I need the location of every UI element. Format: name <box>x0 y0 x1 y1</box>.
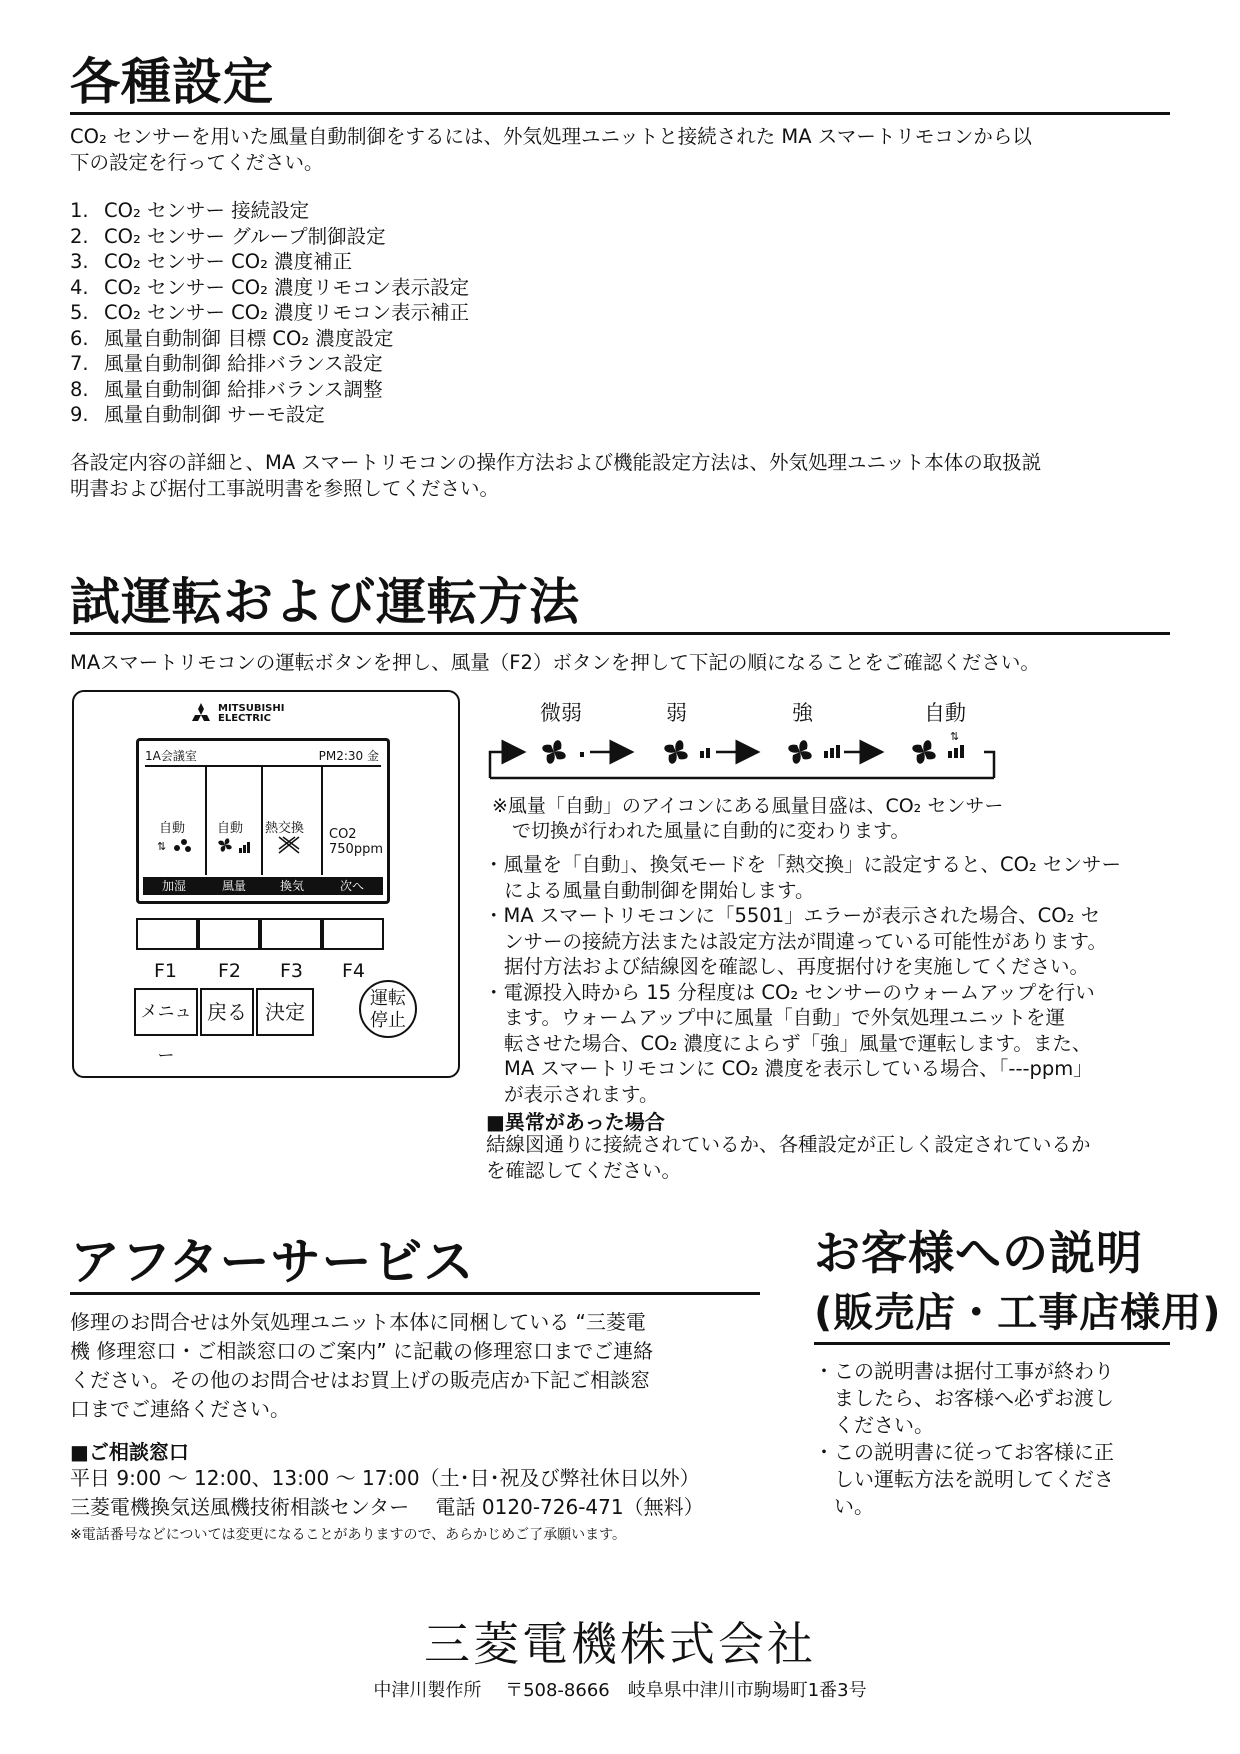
settings-item-num: 7. <box>70 352 89 375</box>
after-service-text <box>70 1308 653 1424</box>
consult-info <box>70 1464 704 1522</box>
bullet-line: が表示されます。 <box>504 1082 659 1106</box>
settings-item-4 <box>70 275 469 301</box>
abnormal-text <box>486 1132 1091 1183</box>
settings-item-text: CO₂ センサー 接続設定 <box>104 199 310 222</box>
tab-next: 次へ <box>339 879 364 893</box>
settings-item-num: 9. <box>70 403 89 426</box>
clock-display: PM2:30 金 <box>318 749 379 763</box>
trial-bullets <box>484 852 1184 1107</box>
trial-intro: MAスマートリモコンの運転ボタンを押し、風量（F2）ボタンを押して下記の順になることをご確認ください。 <box>70 651 1040 674</box>
bullet-line: ます。ウォームアップ中に風量「自動」で外気処理ユニットを運 <box>504 1006 1066 1029</box>
settings-item-3 <box>70 249 469 275</box>
settings-item-num: 2. <box>70 224 89 248</box>
tab-humidify: 加湿 <box>161 879 186 893</box>
customer-bullet-2 <box>814 1439 1114 1520</box>
humidify-icon <box>157 837 193 855</box>
settings-item-1 <box>70 198 469 224</box>
phone-notice: ※電話番号などについては変更になることがありますので、あらかじめご了承願います。 <box>70 1527 627 1543</box>
mode-label-weak: 弱 <box>666 701 687 725</box>
bullet-line: しい運転方法を説明してくださ <box>834 1467 1114 1491</box>
after-line-1: 修理のお問合せは外気処理ユニット本体に同梱している “三菱電 <box>70 1310 646 1334</box>
mode-label-strong: 強 <box>792 701 813 725</box>
customer-bullets <box>814 1358 1114 1520</box>
room-name: 1A会議室 <box>145 749 197 763</box>
settings-outro <box>70 450 1180 502</box>
after-service-rule <box>70 1292 760 1295</box>
svg-text:⇅: ⇅ <box>950 730 960 743</box>
mode-label-auto: 自動 <box>924 701 966 725</box>
svg-text:⇅: ⇅ <box>157 840 167 853</box>
f1-label: F1 <box>154 960 178 982</box>
consult-heading: ■ご相談窓口 <box>70 1440 189 1464</box>
remote-controller <box>72 690 460 1078</box>
settings-item-num: 4. <box>70 275 89 299</box>
settings-item-text: 風量自動制御 サーモ設定 <box>104 403 325 426</box>
settings-item-num: 8. <box>70 377 89 401</box>
settings-item-8 <box>70 377 469 403</box>
bullet-line: ましたら、お客様へ必ずお渡し <box>834 1386 1114 1410</box>
customer-title: お客様への説明 <box>814 1226 1143 1280</box>
co2-readout <box>329 827 383 857</box>
tab-airflow: 風量 <box>221 879 246 893</box>
bullet-line: 据付方法および結線図を確認し、再度据付けを実施してください。 <box>504 955 1090 978</box>
mode-label-weakest: 微弱 <box>540 701 582 725</box>
abnormal-line-1: 結線図通りに接続されているか、各種設定が正しく設定されているか <box>486 1133 1091 1156</box>
bullet-line: ・電源投入時から 15 分程度は CO₂ センサーのウォームアップを行い <box>484 980 1095 1004</box>
screen-divider <box>205 767 207 875</box>
settings-item-num: 3. <box>70 250 89 273</box>
bullet-line: ンサーの接続方法または設定方法が間違っている可能性があります。 <box>504 929 1107 953</box>
fan-sequence-diagram <box>484 730 1024 790</box>
f2-key[interactable] <box>198 918 260 950</box>
screen-divider <box>261 767 263 875</box>
settings-item-2 <box>70 224 469 250</box>
bullet-line: ・この説明書に従ってお客様に正 <box>814 1440 1114 1464</box>
trial-bullet-1 <box>484 852 1184 903</box>
customer-rule <box>814 1342 1170 1345</box>
company-address: 中津川製作所 〒508-8666 岐阜県中津川市駒場町1番3号 <box>373 1680 867 1701</box>
auto-note-line-2: で切換が行われた風量に自動的に変わります。 <box>512 820 910 842</box>
trial-bullet-2 <box>484 903 1184 980</box>
screen-header <box>145 747 381 767</box>
customer-bullet-1 <box>814 1358 1114 1439</box>
abnormal-line-2: を確認してください。 <box>486 1158 682 1182</box>
after-line-2: 機 修理窓口・ご相談窓口のご案内” に記載の修理窓口までご連絡 <box>70 1339 654 1363</box>
company-name: 三菱電機株式会社 <box>424 1617 816 1671</box>
trial-bullet-3 <box>484 980 1184 1108</box>
bullet-line: ・風量を「自動」、換気モードを「熱交換」に設定すると、CO₂ センサー <box>484 853 1121 876</box>
settings-item-num: 1. <box>70 199 89 222</box>
humid-mode-label: 自動 <box>159 821 186 836</box>
brand-line-1: MITSUBISHI <box>218 703 285 714</box>
settings-item-num: 6. <box>70 326 89 350</box>
consult-center: 三菱電機換気送風機技術相談センター 電話 0120-726-471（無料） <box>70 1495 704 1519</box>
vent-mode-label: 熱交換 <box>265 821 305 836</box>
settings-item-text: 風量自動制御 目標 CO₂ 濃度設定 <box>104 326 394 350</box>
settings-outro-line-2: 明書および据付工事説明書を参照してください。 <box>70 477 500 500</box>
settings-outro-line-1: 各設定内容の詳細と、MA スマートリモコンの操作方法および機能設定方法は、外気処理ユニット本体の取扱説 <box>70 451 1042 474</box>
f2-label: F2 <box>218 960 242 982</box>
settings-item-text: CO₂ センサー CO₂ 濃度リモコン表示設定 <box>104 275 470 299</box>
run-label: 運転 <box>370 988 406 1009</box>
consult-hours: 平日 9:00 ～ 12:00、13:00 ～ 17:00（土･日･祝及び弊社休日以外） <box>70 1466 700 1490</box>
bullet-line: による風量自動制御を開始します。 <box>504 878 815 902</box>
screen-divider <box>321 767 323 875</box>
auto-note <box>492 794 1003 844</box>
settings-item-5 <box>70 300 469 326</box>
mitsubishi-logo <box>218 704 284 724</box>
settings-item-9 <box>70 402 469 428</box>
f4-key[interactable] <box>322 918 384 950</box>
bullet-line: ・MA スマートリモコンに「5501」エラーが表示された場合、CO₂ セ <box>484 904 1101 927</box>
fan-mode-label: 自動 <box>217 821 244 836</box>
auto-note-line-1: ※風量「自動」のアイコンにある風量目盛は、CO₂ センサー <box>492 795 1004 817</box>
bullet-line: い。 <box>834 1494 874 1518</box>
settings-item-text: CO₂ センサー グループ制御設定 <box>104 224 386 248</box>
settings-item-text: 風量自動制御 給排バランス設定 <box>104 352 383 375</box>
settings-list <box>70 198 469 428</box>
settings-title: 各種設定 <box>70 53 274 111</box>
abnormal-heading: ■異常があった場合 <box>486 1110 665 1134</box>
bullet-line: ください。 <box>834 1413 934 1437</box>
bullet-line: 転させた場合、CO₂ 濃度によらず「強」風量で運転します。また、 <box>504 1031 1092 1055</box>
mitsubishi-diamond-icon <box>188 702 214 728</box>
after-line-3: ください。その他のお問合せはお買上げの販売店か下記ご相談窓 <box>70 1368 650 1392</box>
back-button[interactable]: 戻る <box>200 988 254 1036</box>
settings-item-7 <box>70 351 469 377</box>
settings-item-text: 風量自動制御 給排バランス調整 <box>104 377 383 401</box>
settings-intro-line-1: CO₂ センサーを用いた風量自動制御をするには、外気処理ユニットと接続された MA スマートリモコンから以 <box>70 125 1032 148</box>
heat-exchange-icon <box>277 835 301 855</box>
settings-intro <box>70 124 1180 176</box>
settings-item-6 <box>70 326 469 352</box>
settings-item-text: CO₂ センサー CO₂ 濃度補正 <box>104 250 353 273</box>
settings-rule <box>70 112 1170 115</box>
f3-key[interactable] <box>260 918 322 950</box>
settings-item-text: CO₂ センサー CO₂ 濃度リモコン表示補正 <box>104 301 470 324</box>
screen-tab-bar <box>143 877 383 895</box>
customer-subtitle: (販売店・工事店様用) <box>814 1290 1222 1336</box>
f4-label: F4 <box>342 960 366 982</box>
bullet-line: MA スマートリモコンに CO₂ 濃度を表示している場合、「---ppm」 <box>504 1057 1093 1080</box>
run-stop-button[interactable] <box>359 980 417 1038</box>
settings-intro-line-2: 下の設定を行ってください。 <box>70 151 324 174</box>
bullet-line: ・この説明書は据付工事が終わり <box>814 1359 1114 1383</box>
f1-key[interactable] <box>136 918 198 950</box>
ok-button[interactable]: 決定 <box>256 988 314 1036</box>
brand-line-2: ELECTRIC <box>218 713 271 724</box>
after-line-4: 口までご連絡ください。 <box>70 1397 290 1421</box>
settings-item-num: 5. <box>70 301 89 324</box>
remote-screen <box>136 738 390 904</box>
tab-ventilation: 換気 <box>279 879 304 893</box>
after-service-title: アフターサービス <box>70 1233 475 1291</box>
trial-rule <box>70 632 1170 635</box>
fan-auto-icon <box>215 835 253 855</box>
co2-value: 750ppm <box>329 842 383 857</box>
f3-label: F3 <box>280 960 304 982</box>
trial-title: 試運転および運転方法 <box>70 573 580 631</box>
co2-label: CO2 <box>329 827 357 842</box>
stop-label: 停止 <box>370 1010 406 1031</box>
menu-button[interactable]: メニュー <box>134 988 198 1036</box>
